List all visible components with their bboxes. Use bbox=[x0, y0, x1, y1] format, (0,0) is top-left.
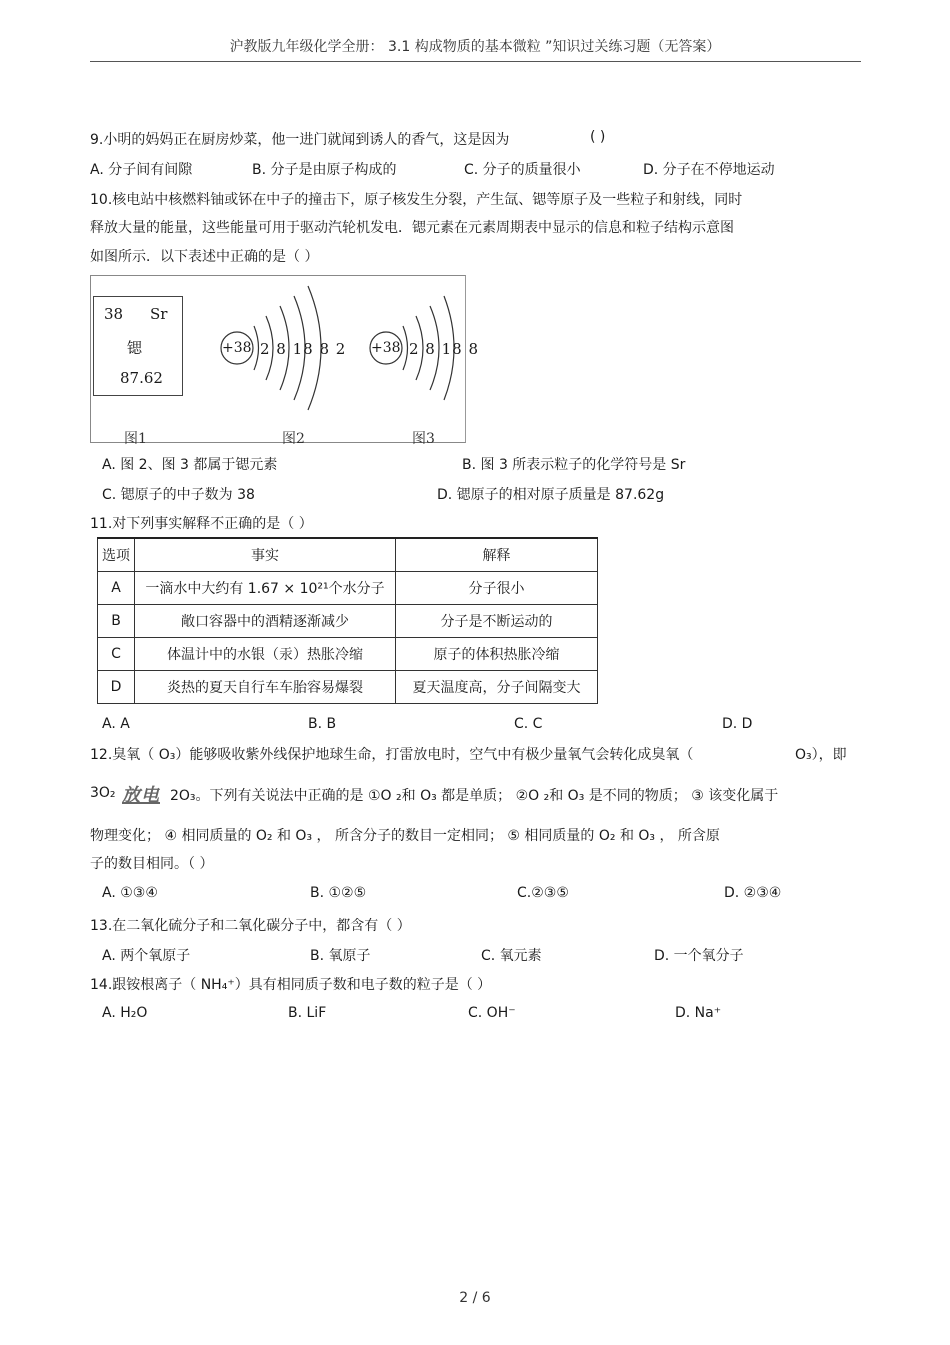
q10-option-a[interactable]: A. 图 2、图 3 都属于锶元素 bbox=[102, 457, 278, 473]
q14-option-c[interactable]: C. OH⁻ bbox=[468, 1005, 516, 1021]
fig1-label: 图1 bbox=[124, 431, 147, 447]
table-header-cell: 事实 bbox=[135, 538, 396, 572]
q11-option-d[interactable]: D. D bbox=[722, 716, 753, 732]
atomic-number: 38 bbox=[104, 305, 124, 323]
atomic-mass: 87.62 bbox=[120, 369, 163, 387]
q13-stem: 13.在二氧化硫分子和二氧化碳分子中，都含有（ ） bbox=[90, 918, 411, 934]
fig2-nucleus: +38 bbox=[222, 340, 252, 356]
q12-option-b[interactable]: B. ①②⑤ bbox=[310, 885, 367, 901]
q13-option-c[interactable]: C. 氧元素 bbox=[481, 948, 542, 964]
q12-equation-condition: 放电 bbox=[122, 785, 160, 806]
q9-paren: ( ) bbox=[590, 129, 606, 145]
table-cell: 原子的体积热胀冷缩 bbox=[396, 638, 598, 671]
q13-option-a[interactable]: A. 两个氧原子 bbox=[102, 948, 191, 964]
q10-option-d[interactable]: D. 锶原子的相对原子质量是 87.62g bbox=[437, 487, 665, 503]
periodic-table-cell bbox=[93, 296, 183, 396]
table-row bbox=[98, 572, 598, 605]
element-name: 锶 bbox=[127, 339, 143, 357]
fig3-shell-electrons: 2 8 18 8 bbox=[409, 340, 480, 358]
q10-option-b[interactable]: B. 图 3 所表示粒子的化学符号是 Sr bbox=[462, 457, 686, 473]
element-symbol: Sr bbox=[150, 305, 168, 323]
table-header-cell: 选项 bbox=[98, 538, 135, 572]
q12-option-d[interactable]: D. ②③④ bbox=[724, 885, 782, 901]
table-cell: 夏天温度高，分子间隔变大 bbox=[396, 671, 598, 704]
table-cell: C bbox=[98, 638, 135, 671]
q14-option-a[interactable]: A. H₂O bbox=[102, 1005, 148, 1021]
q11-option-c[interactable]: C. C bbox=[514, 716, 543, 732]
table-header-cell: 解释 bbox=[396, 538, 598, 572]
q10-option-c[interactable]: C. 锶原子的中子数为 38 bbox=[102, 487, 255, 503]
q14-stem: 14.跟铵根离子（ NH₄⁺）具有相同质子数和电子数的粒子是（ ） bbox=[90, 977, 492, 993]
q13-option-d[interactable]: D. 一个氧分子 bbox=[654, 948, 744, 964]
q11-option-b[interactable]: B. B bbox=[308, 716, 337, 732]
header-rule bbox=[90, 61, 861, 62]
q12-stem-line1-end: O₃），即 bbox=[795, 747, 847, 763]
q10-stem-line2: 释放大量的能量，这些能量可用于驱动汽轮机发电．锶元素在元素周期表中显示的信息和粒子结构示意图 bbox=[90, 220, 734, 236]
table-row bbox=[98, 638, 598, 671]
fig3-shell-1 bbox=[403, 326, 408, 370]
q9-option-a[interactable]: A. 分子间有间隙 bbox=[90, 162, 193, 178]
q10-stem-line3: 如图所示．以下表述中正确的是（ ） bbox=[90, 249, 319, 265]
table-cell: D bbox=[98, 671, 135, 704]
q9-stem: 9.小明的妈妈正在厨房炒菜，他一进门就闻到诱人的香气，这是因为 bbox=[90, 132, 510, 148]
page-header: 沪教版九年级化学全册： 3.1 构成物质的基本微粒 ”知识过关练习题（无答案） bbox=[229, 39, 721, 55]
q12-option-a[interactable]: A. ①③④ bbox=[102, 885, 158, 901]
q9-option-b[interactable]: B. 分子是由原子构成的 bbox=[252, 162, 397, 178]
q12-equation-right: 2O₃。下列有关说法中正确的是 ①O ₂和 O₃ 都是单质； ②O ₂和 O₃ 是不同的物质； ③ 该变化属于 bbox=[170, 788, 779, 804]
table-cell: 敞口容器中的酒精逐渐减少 bbox=[135, 605, 396, 638]
table-cell: 体温计中的水银（汞）热胀冷缩 bbox=[135, 638, 396, 671]
q12-option-c[interactable]: C.②③⑤ bbox=[517, 885, 569, 901]
fig3-nucleus: +38 bbox=[371, 340, 401, 356]
q9-option-c[interactable]: C. 分子的质量很小 bbox=[464, 162, 581, 178]
table-cell: A bbox=[98, 572, 135, 605]
q13-option-b[interactable]: B. 氧原子 bbox=[310, 948, 371, 964]
fig2-label: 图2 bbox=[282, 431, 305, 447]
page-number: 2 / 6 bbox=[459, 1290, 491, 1306]
table-cell: B bbox=[98, 605, 135, 638]
q14-option-b[interactable]: B. LiF bbox=[288, 1005, 327, 1021]
q12-stem-line4: 子的数目相同。（ ） bbox=[90, 856, 214, 872]
q11-table bbox=[97, 537, 598, 704]
fig2-shell-1 bbox=[254, 326, 259, 370]
q12-stem-line3: 物理变化； ④ 相同质量的 O₂ 和 O₃ ， 所含分子的数目一定相同； ⑤ 相同质量的 O₂ 和 O₃ ， 所含原 bbox=[90, 828, 720, 844]
q14-option-d[interactable]: D. Na⁺ bbox=[675, 1005, 722, 1021]
table-row bbox=[98, 605, 598, 638]
q12-stem-line1: 12.臭氧（ O₃）能够吸收紫外线保护地球生命，打雷放电时，空气中有极少量氧气会转化成臭氧（ bbox=[90, 747, 694, 763]
table-header-row bbox=[98, 538, 598, 572]
table-cell: 炎热的夏天自行车车胎容易爆裂 bbox=[135, 671, 396, 704]
fig2-shell-electrons: 2 8 18 8 2 bbox=[260, 340, 347, 358]
q11-option-a[interactable]: A. A bbox=[102, 716, 130, 732]
q9-option-d[interactable]: D. 分子在不停地运动 bbox=[643, 162, 775, 178]
q12-equation-left: 3O₂ bbox=[90, 785, 116, 801]
table-cell: 分子是不断运动的 bbox=[396, 605, 598, 638]
table-cell: 分子很小 bbox=[396, 572, 598, 605]
table-row bbox=[98, 671, 598, 704]
q10-stem-line1: 10.核电站中核燃料铀或钚在中子的撞击下，原子核发生分裂，产生氙、锶等原子及一些粒子和射线，同时 bbox=[90, 192, 743, 208]
q11-stem: 11.对下列事实解释不正确的是（ ） bbox=[90, 516, 313, 532]
fig3-label: 图3 bbox=[412, 431, 435, 447]
table-cell: 一滴水中大约有 1.67 × 10²¹个水分子 bbox=[135, 572, 396, 605]
